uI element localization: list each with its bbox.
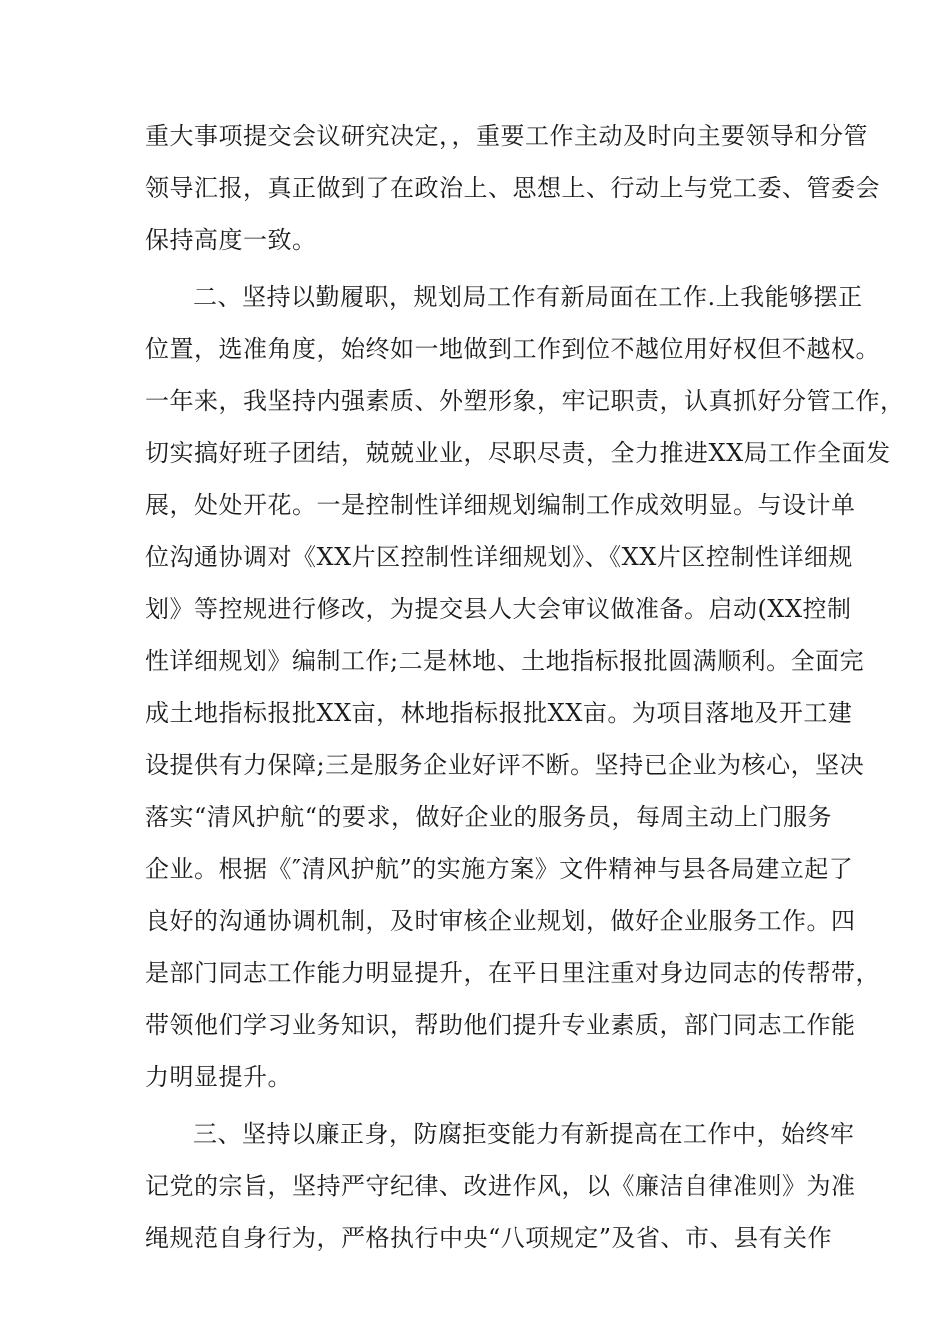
text-line: 位置，选准角度，始终如一地做到工作到位不越位用好权但不越权。 bbox=[145, 335, 880, 363]
text-line: 记党的宗旨，坚持严守纪律、改进作风，以《廉洁自律准则》为准 bbox=[145, 1172, 856, 1200]
text-line: 划》等控规进行修改，为提交县人大会审议做准备。启动(XX控制 bbox=[145, 595, 852, 623]
text-line: 设提供有力保障;三是服务企业好评不断。坚持已企业为核心，坚决 bbox=[145, 751, 865, 779]
text-line: 是部门同志工作能力明显提升，在平日里注重对身边同志的传帮带， bbox=[145, 959, 880, 987]
text-line: 性详细规划》编制工作;二是林地、土地指标报批圆满顺利。全面完 bbox=[145, 647, 865, 675]
text-line: 良好的沟通协调机制，及时审核企业规划，做好企业服务工作。四 bbox=[145, 907, 856, 935]
text-line: 重大事项提交会议研究决定，，重要工作主动及时向主要领导和分管 bbox=[145, 122, 868, 150]
text-line: 二、坚持以勤履职，规划局工作有新局面在工作.上我能够摆正 bbox=[193, 283, 863, 311]
text-line: 绳规范自身行为，严格执行中央“八项规定”及省、市、县有关作 bbox=[145, 1224, 833, 1252]
text-line: 企业。根据《″清风护航”的实施方案》文件精神与县各局建立起了 bbox=[145, 855, 854, 883]
text-line: 展，处处开花。一是控制性详细规划编制工作成效明显。与设计单 bbox=[145, 491, 856, 519]
text-line: 位沟通协调对《XX片区控制性详细规划》、《XX片区控制性详细规 bbox=[145, 543, 853, 571]
text-line: 力明显提升。 bbox=[145, 1063, 292, 1091]
paragraph-3 bbox=[145, 1108, 856, 1264]
paragraph-2 bbox=[145, 271, 905, 1103]
text-line: 三、坚持以廉正身，防腐拒变能力有新提高在工作中，始终牢 bbox=[193, 1120, 855, 1148]
text-line: 一年来，我坚持内强素质、外塑形象，牢记职责，认真抓好分管工作， bbox=[145, 387, 905, 415]
text-line: 领导汇报，真正做到了在政治上、思想上、行动上与党工委、管委会 bbox=[145, 174, 880, 202]
paragraph-1 bbox=[145, 110, 880, 266]
document-body bbox=[145, 110, 905, 1264]
text-line: 成土地指标报批XX亩，林地指标报批XX亩。为项目落地及开工建 bbox=[145, 699, 853, 727]
text-line: 保持高度一致。 bbox=[145, 226, 317, 254]
text-line: 切实搞好班子团结，兢兢业业，尽职尽责，全力推进XX局工作全面发 bbox=[145, 439, 891, 467]
text-line: 带领他们学习业务知识，帮助他们提升专业素质，部门同志工作能 bbox=[145, 1011, 856, 1039]
text-line: 落实“清风护航“的要求，做好企业的服务员，每周主动上门服务 bbox=[145, 803, 833, 831]
